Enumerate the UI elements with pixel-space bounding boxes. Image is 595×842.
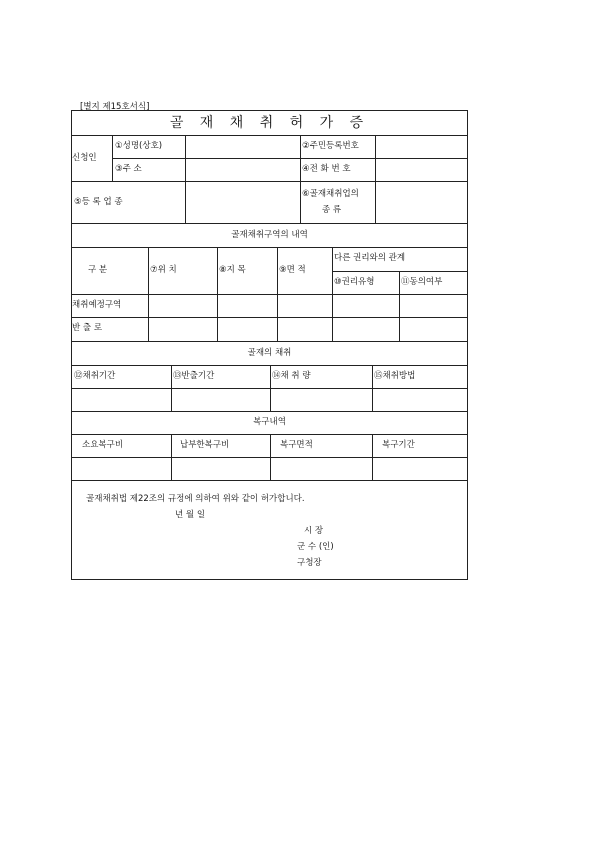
area-section-heading: 골재채취구역의 내역 [231, 230, 308, 240]
row-divider [72, 135, 467, 136]
name-label: ①성명(상호) [115, 141, 163, 151]
registration-label: ⑤등 록 업 종 [74, 197, 123, 207]
row-divider [72, 480, 467, 481]
column-divider [375, 135, 376, 223]
restoration-heading: 복구내역 [253, 417, 286, 427]
division-label: 구 분 [88, 265, 108, 275]
collection-period-label: ⑫채취기간 [74, 371, 116, 381]
row-divider [72, 181, 467, 182]
land-category-label: ⑧지 목 [219, 265, 246, 275]
export-route-label: 반 출 로 [72, 323, 103, 333]
column-divider [171, 434, 172, 480]
signer-district: 구청장 [297, 558, 322, 568]
location-label: ⑦위 치 [150, 265, 177, 275]
consent-label: ⑪동의여부 [401, 277, 443, 287]
column-divider [171, 365, 172, 411]
signer-mayor: 시 장 [304, 526, 324, 536]
collection-heading: 골재의 채취 [247, 348, 292, 358]
row-divider [72, 341, 467, 342]
column-divider [185, 135, 186, 223]
restored-area-label: 복구면적 [280, 440, 313, 450]
column-divider [277, 247, 278, 341]
area-label: ⑨면 적 [279, 265, 306, 275]
signer-county: 군 수 (인) [297, 542, 334, 552]
column-divider [148, 247, 149, 341]
other-rights-label: 다른 권리와의 관계 [334, 253, 406, 263]
row-divider [72, 223, 467, 224]
row-divider [72, 411, 467, 412]
column-divider [300, 135, 301, 223]
date-line: 년 월 일 [175, 510, 206, 520]
applicant-label: 신청인 [72, 153, 97, 163]
permit-statement: 골재채취법 제22조의 규정에 의하여 위와 같이 허가합니다. [86, 494, 305, 504]
paid-cost-label: 납부한복구비 [180, 440, 230, 450]
business-type-label: ⑥골재채취업의 [302, 189, 359, 199]
export-period-label: ⑬반출기간 [173, 371, 215, 381]
planned-area-label: 채취예정구역 [72, 300, 122, 310]
column-divider [112, 135, 113, 181]
address-label: ③주 소 [115, 164, 142, 174]
row-divider [72, 317, 467, 318]
form-title: 골 재 채 취 허 가 증 [169, 115, 370, 131]
quantity-label: ⑭채 취 량 [272, 371, 311, 381]
business-type-label-2: 종 류 [322, 205, 342, 215]
column-divider [270, 434, 271, 480]
column-divider [217, 247, 218, 341]
column-divider [399, 271, 400, 341]
row-divider [72, 294, 467, 295]
row-divider [72, 247, 467, 248]
column-divider [372, 434, 373, 480]
form-label: [별지 제15호서식] [80, 102, 150, 112]
restoration-period-label: 복구기간 [382, 440, 415, 450]
column-divider [270, 365, 271, 411]
permit-form [71, 110, 468, 580]
method-label: ⑮채취방법 [374, 371, 416, 381]
resident-number-label: ②주민등록번호 [302, 141, 359, 151]
row-divider [112, 158, 467, 159]
rights-type-label: ⑩권리유형 [334, 277, 375, 287]
required-cost-label: 소요복구비 [82, 440, 124, 450]
phone-label: ④전 화 번 호 [302, 164, 351, 174]
column-divider [372, 365, 373, 411]
column-divider [332, 247, 333, 341]
